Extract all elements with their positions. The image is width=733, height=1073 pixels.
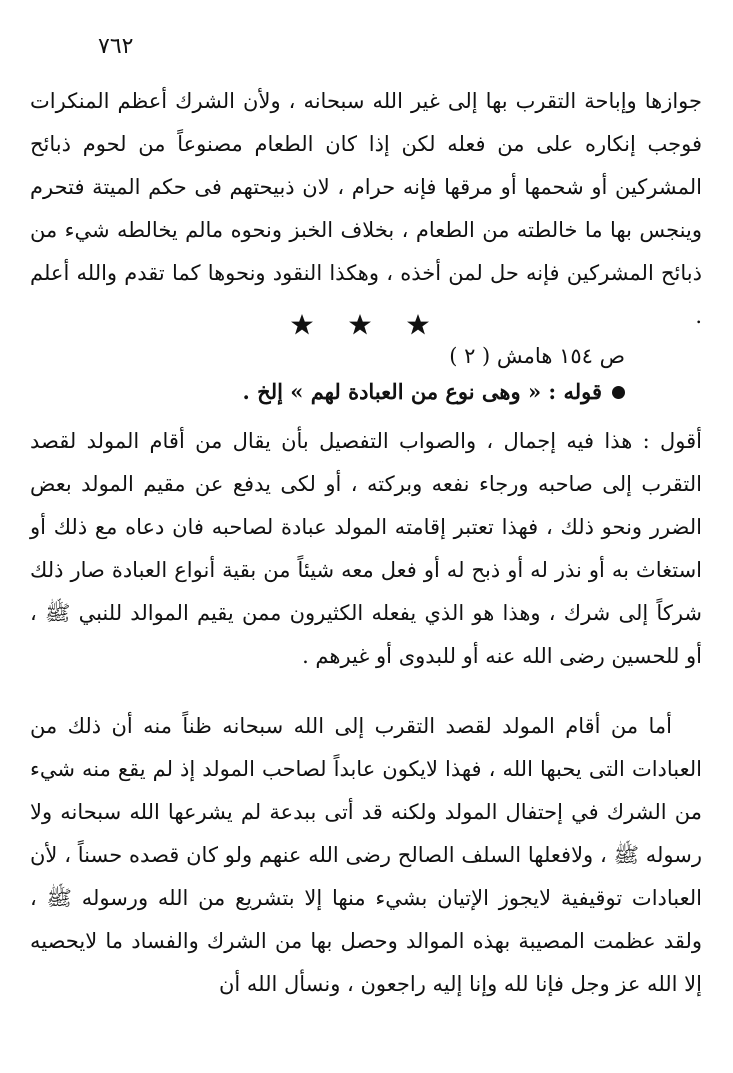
star-icon [290, 313, 314, 337]
heading-text: قوله : « وهى نوع من العبادة لهم » إلخ . [242, 379, 602, 404]
paragraph-text: أما من أقام المولد لقصد التقرب إلى الله سبحانه ظناً منه أن ذلك من العبادات التى يحبها الله ، فهذا لايكون عابداً لصاحب المولد إذ لم يقع منه شيء من الشرك في إحتفال المولد ولكنه قد أتى ببدعة لم يشرعها الله سبحانه ولا رسوله ﷺ ، ولافعلها السلف الصالح رضى الله عنهم ولو كان قصده حسناً ، لأن العبادات توقيفية لايجوز الإتيان بشيء منها إلا بتشريع من الله ورسوله ﷺ ، ولقد عظمت المصيبة بهذه الموالد وحصل بها من الشرك والفساد ما لايحصيه إلا الله عز وجل فإنا لله وإنا إليه راجعون ، ونسأل الله أن [30, 714, 702, 996]
star-icon [348, 313, 372, 337]
paragraph-text: جوازها وإباحة التقرب بها إلى غير الله سبحانه ، ولأن الشرك أعظم المنكرات فوجب إنكاره على من فعله لكن إذا كان الطعام مصنوعاً من لحوم ذبائح المشركين أو شحمها أو مرقها فإنه حرام ، لان ذبيحتهم فى حكم الميتة فتحرم وينجس بها ما خالطته من الطعام ، بخلاف الخبز ونحوه مالم يخالطه شيء من ذبائح المشركين فإنه حل لمن أخذه ، وهكذا النقود ونحوها كما تقدم والله أعلم . [30, 89, 702, 328]
paragraph-text: أقول : هذا فيه إجمال ، والصواب التفصيل بأن يقال من أقام المولد لقصد التقرب إلى صاحبه ورجاء نفعه وبركته ، أو لكى يدفع عن مقيم المولد بعض الضرر ونحو ذلك ، فهذا تعتبر إقامته المولد عبادة لصاحبه فان دعاه مع ذلك أو استغاث به أو نذر له أو ذبح له أو فعل معه شيئاً من بقية أنواع العبادة صار ذلك شركاً إلى شرك ، وهذا هو الذي يفعله الكثيرون ممن يقيم الموالد للنبي ﷺ ، أو للحسين رضى الله عنه أو للبدوى أو غيرهم . [30, 429, 702, 668]
bullet-icon [612, 386, 625, 399]
paragraph-commentary-continued [30, 705, 702, 1006]
paragraph-commentary [30, 420, 702, 678]
paragraph-continuation [30, 80, 702, 338]
footnote-reference: ص ١٥٤ هامش ( ٢ ) [449, 344, 625, 368]
page-number: ٧٦٢ [98, 34, 134, 59]
star-icon [406, 313, 430, 337]
section-heading [243, 374, 625, 410]
section-separator [290, 310, 430, 340]
